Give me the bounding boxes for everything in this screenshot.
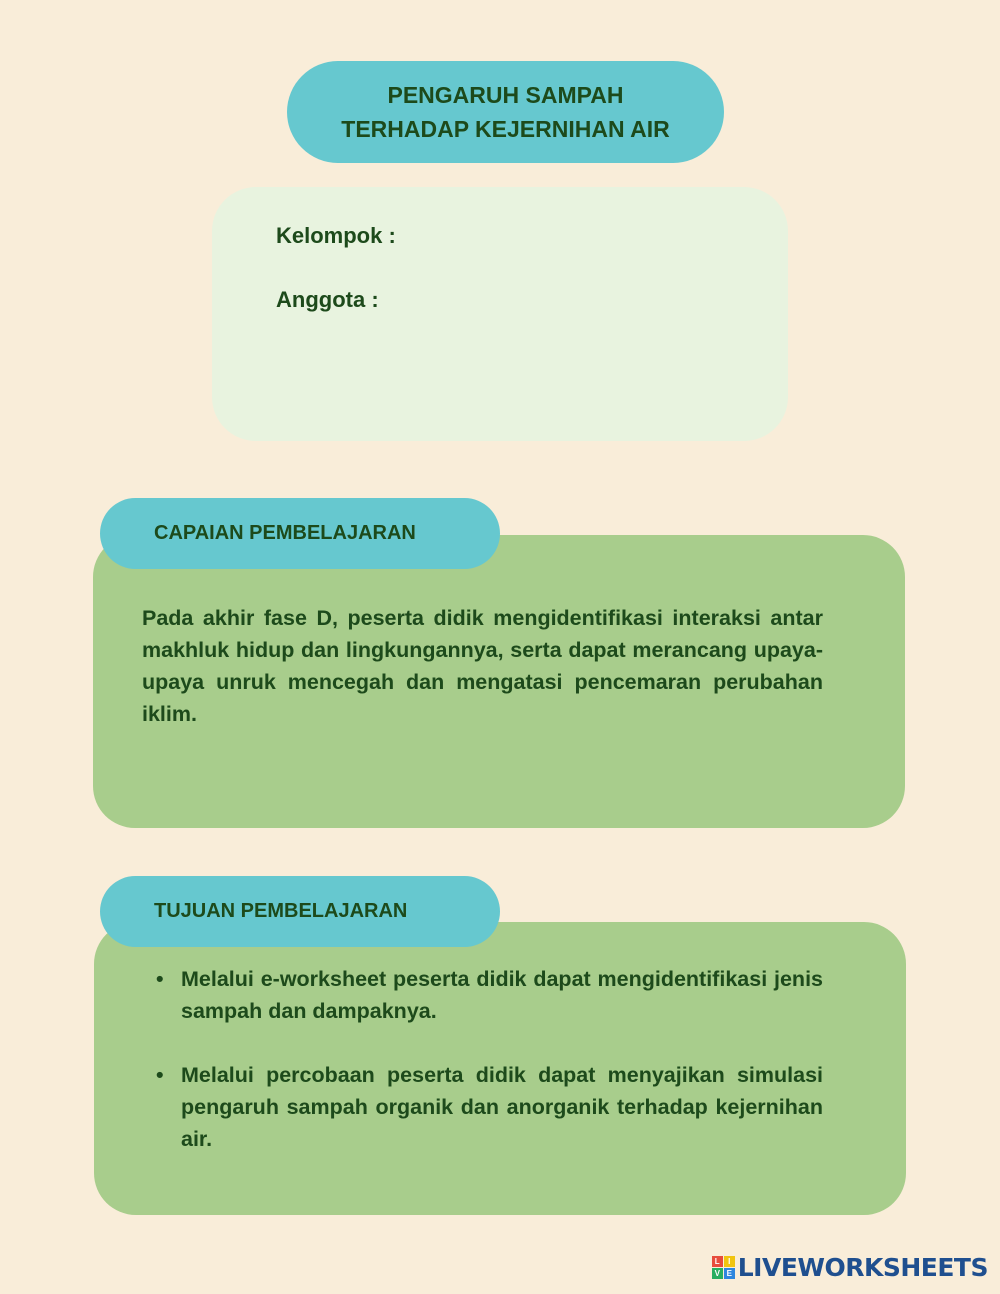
- title-line-1: PENGARUH SAMPAH: [387, 82, 624, 108]
- brand-text: LIVEWORKSHEETS: [737, 1253, 988, 1282]
- liveworksheets-logo: [712, 1253, 988, 1282]
- logo-cell: E: [724, 1268, 735, 1279]
- logo-cell: V: [712, 1268, 723, 1279]
- capaian-text: Pada akhir fase D, peserta didik mengidentifikasi interaksi antar makhluk hidup dan lingkungannya, serta dapat merancang upaya-upaya unruk mencegah dan mengatasi pencemaran perubahan iklim.: [142, 606, 823, 726]
- title-line-2: TERHADAP KEJERNIHAN AIR: [341, 116, 670, 142]
- worksheet-title: [287, 61, 724, 163]
- bullet-icon: •: [156, 967, 164, 991]
- list-item: [156, 1059, 823, 1155]
- capaian-heading: CAPAIAN PEMBELAJARAN: [100, 498, 500, 569]
- group-label: Kelompok :: [276, 223, 396, 248]
- logo-cell: I: [724, 1256, 735, 1267]
- logo-icon: [712, 1256, 735, 1279]
- members-label: Anggota :: [276, 287, 379, 312]
- list-item: [156, 963, 823, 1027]
- bullet-icon: •: [156, 1063, 164, 1087]
- identity-box: [212, 187, 788, 441]
- goal-text: Melalui percobaan peserta didik dapat menyajikan simulasi pengaruh sampah organik dan anorganik terhadap kejernihan air.: [181, 1063, 823, 1151]
- tujuan-heading: TUJUAN PEMBELAJARAN: [100, 876, 500, 947]
- goal-text: Melalui e-worksheet peserta didik dapat mengidentifikasi jenis sampah dan dampaknya.: [181, 967, 823, 1023]
- tujuan-list: [156, 963, 823, 1187]
- logo-cell: L: [712, 1256, 723, 1267]
